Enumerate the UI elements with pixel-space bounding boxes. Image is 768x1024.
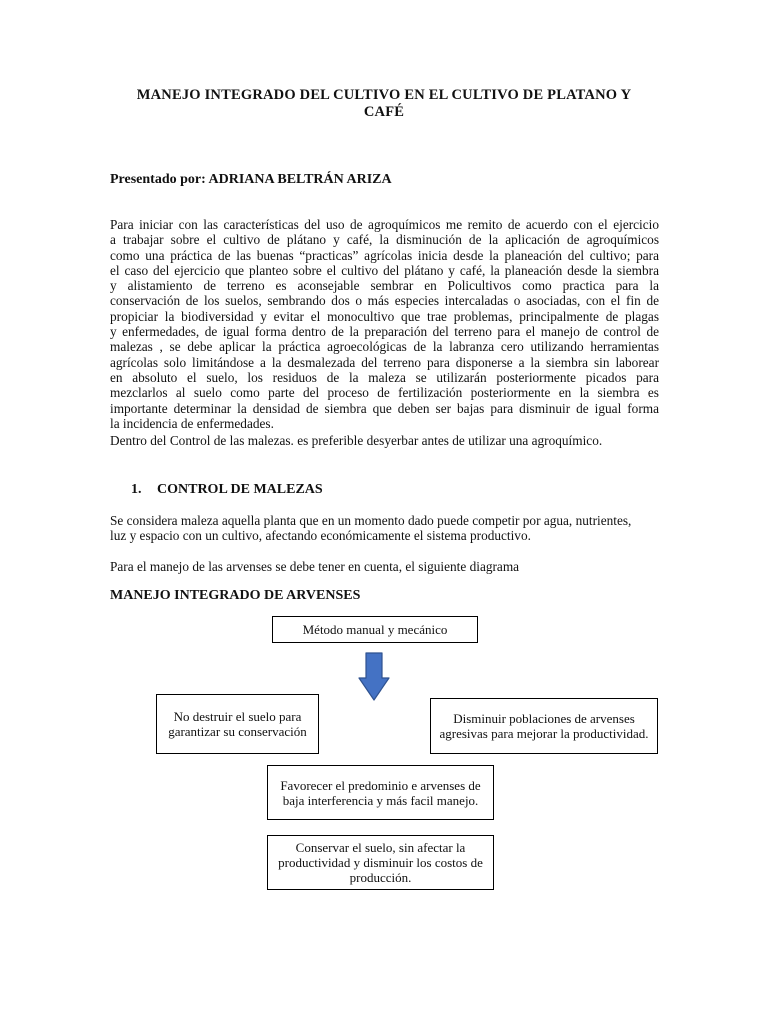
section-number: 1. [131, 482, 142, 497]
intro-line: en absoluto el suelo, los residuos de la maleza se utilizarán posteriormente picados para [110, 369, 659, 385]
dentro-line: Dentro del Control de las malezas. es preferible desyerbar antes de utilizar una agroquímico. [110, 433, 603, 448]
down-arrow-shape [359, 653, 389, 700]
section-heading-control-malezas [131, 482, 323, 498]
diagram-box-metodo: Método manual y mecánico [272, 616, 478, 643]
diagram-box-favorecer: Favorecer el predominio e arvenses de baja interferencia y más facil manejo. [267, 765, 494, 820]
intro-line: malezas , se debe aplicar la práctica agroecológicas de la labranza cero utilizando herramientas [110, 339, 659, 355]
title-line-1: MANEJO INTEGRADO DEL CULTIVO EN EL CULTIVO DE PLATANO Y [136, 87, 632, 103]
intro-line: conservación de los suelos, sembrando dos o más especies intercaladas o asociadas, con el fin de [110, 293, 659, 309]
intro-paragraph [110, 217, 659, 431]
intro-line: como una práctica de las buenas “practicas” agrícolas inicia desde la planeación del cultivo; para [110, 247, 659, 263]
maleza-definition-paragraph [110, 513, 659, 544]
section-title: CONTROL DE MALEZAS [157, 482, 323, 497]
intro-line: mezclarlos al suelo como parte del proceso de fertilización posteriormente en la siembra es [110, 385, 659, 401]
intro-line: y enfermedades, de igual forma dentro de la preparación del terreno para el manejo de control de [110, 324, 659, 340]
diagram-heading: MANEJO INTEGRADO DE ARVENSES [110, 588, 361, 603]
arvenses-intro-line: Para el manejo de las arvenses se debe tener en cuenta, el siguiente diagrama [110, 559, 520, 574]
diagram-box-conservar: Conservar el suelo, sin afectar la productividad y disminuir los costos de producción. [267, 835, 494, 890]
intro-line: Para iniciar con las características del uso de agroquímicos me remito de acuerdo con el ejercicio [110, 217, 659, 232]
intro-line: el caso del ejercicio que planteo sobre el cultivo del plátano y café, la planeación desde la siembra [110, 262, 659, 278]
intro-line: la incidencia de enfermedades. [110, 415, 274, 431]
diagram-box-disminuir: Disminuir poblaciones de arvenses agresivas para mejorar la productividad. [430, 698, 658, 754]
down-arrow-icon [358, 652, 390, 702]
intro-line: agrícolas solo limitándose a la desmalezada del terreno para disponerse a la siembra sin laborear [110, 354, 659, 370]
maleza-line-1: Se considera maleza aquella planta que en un momento dado puede competir por agua, nutrientes, [110, 513, 632, 528]
presenter-line: Presentado por: ADRIANA BELTRÁN ARIZA [110, 172, 392, 187]
intro-line: a trabajar sobre el cultivo de plátano y café, la disminución de la aplicación de agroquímicos [110, 232, 659, 248]
diagram-box-no-destruir: No destruir el suelo para garantizar su conservación [156, 694, 319, 754]
intro-line: propiciar la biodiversidad y evitar el monocultivo que trae problemas, principalmente de plagas [110, 308, 659, 324]
intro-line: y alistamiento de terreno es aconsejable sembrar en Policultivos como practica para la [110, 278, 659, 294]
intro-line: importante determinar la densidad de siembra que deben ser bajas para disminuir de igual forma [110, 400, 659, 416]
document-title [110, 87, 658, 121]
maleza-line-2: luz y espacio con un cultivo, afectando económicamente el sistema productivo. [110, 528, 531, 544]
title-line-2: CAFÉ [363, 104, 405, 120]
